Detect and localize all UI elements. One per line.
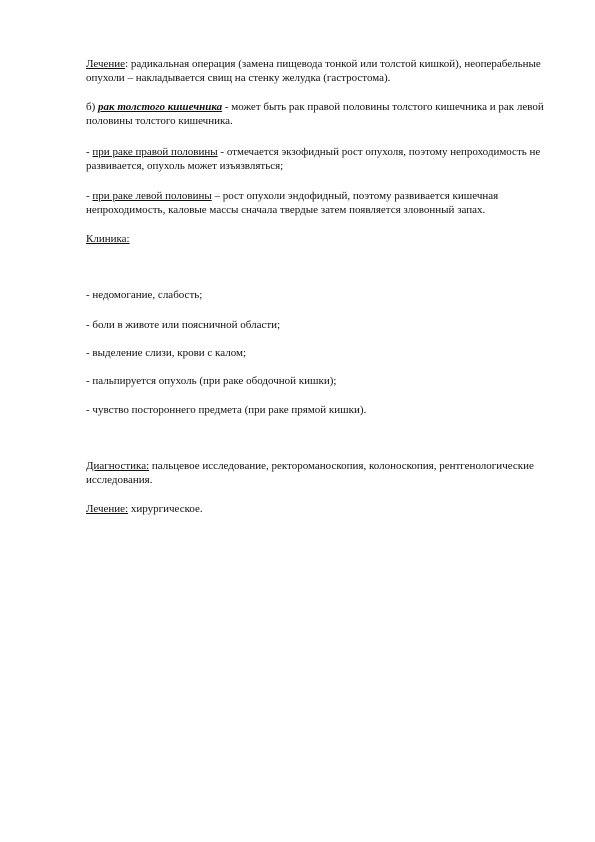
right-half-text: - отмечается экзофидный рост опухоля, поэтому непроходимость не развивается, опухоль может изъязвляться; [86,146,541,172]
colon-cancer-title: рак толстого кишечника [98,101,223,113]
right-half-paragraph [86,145,546,173]
left-half-text: – рост опухоли эндофидный, поэтому развивается кишечная непроходимость, каловые массы сначала твердые затем появляется зловонный запах. [86,190,499,216]
treatment-text: : радикальная операция (замена пищевода тонкой или толстой кишкой), неоперабельные опухоли – накладывается свищ на стенку желудка (гастростома). [86,58,541,84]
colon-cancer-paragraph [86,100,546,128]
right-half-label: при раке правой половины [92,146,218,158]
diagnostics-text: пальцевое исследование, ректороманоскопия, колоноскопия, рентгенологические исследования. [86,460,534,486]
treatment-final-label: Лечение: [86,503,129,515]
colon-prefix: б) [86,101,99,113]
symptom-item: - пальпируется опухоль (при раке ободочной кишки); [86,375,337,387]
symptom-item: - чувство постороннего предмета (при раке прямой кишки). [86,404,367,416]
treatment-label: Лечение [86,58,126,70]
left-half-prefix: - [86,190,93,202]
diagnostics-label: Диагностика: [86,460,150,472]
left-half-label: при раке левой половины [92,190,212,202]
colon-cancer-text: - может быть рак правой половины толстого кишечника и рак левой половины толстого кишечника. [86,101,544,127]
treatment-final-paragraph [86,502,546,516]
symptom-item: - боли в животе или поясничной области; [86,319,281,331]
symptom-item: - выделение слизи, крови с калом; [86,347,247,359]
clinic-heading: Клиника: [86,233,130,245]
symptom-item: - недомогание, слабость; [86,289,203,301]
treatment-paragraph [86,57,546,85]
diagnostics-paragraph [86,459,546,487]
treatment-final-text: хирургическое. [128,503,203,515]
left-half-paragraph [86,189,546,217]
right-half-prefix: - [86,146,93,158]
